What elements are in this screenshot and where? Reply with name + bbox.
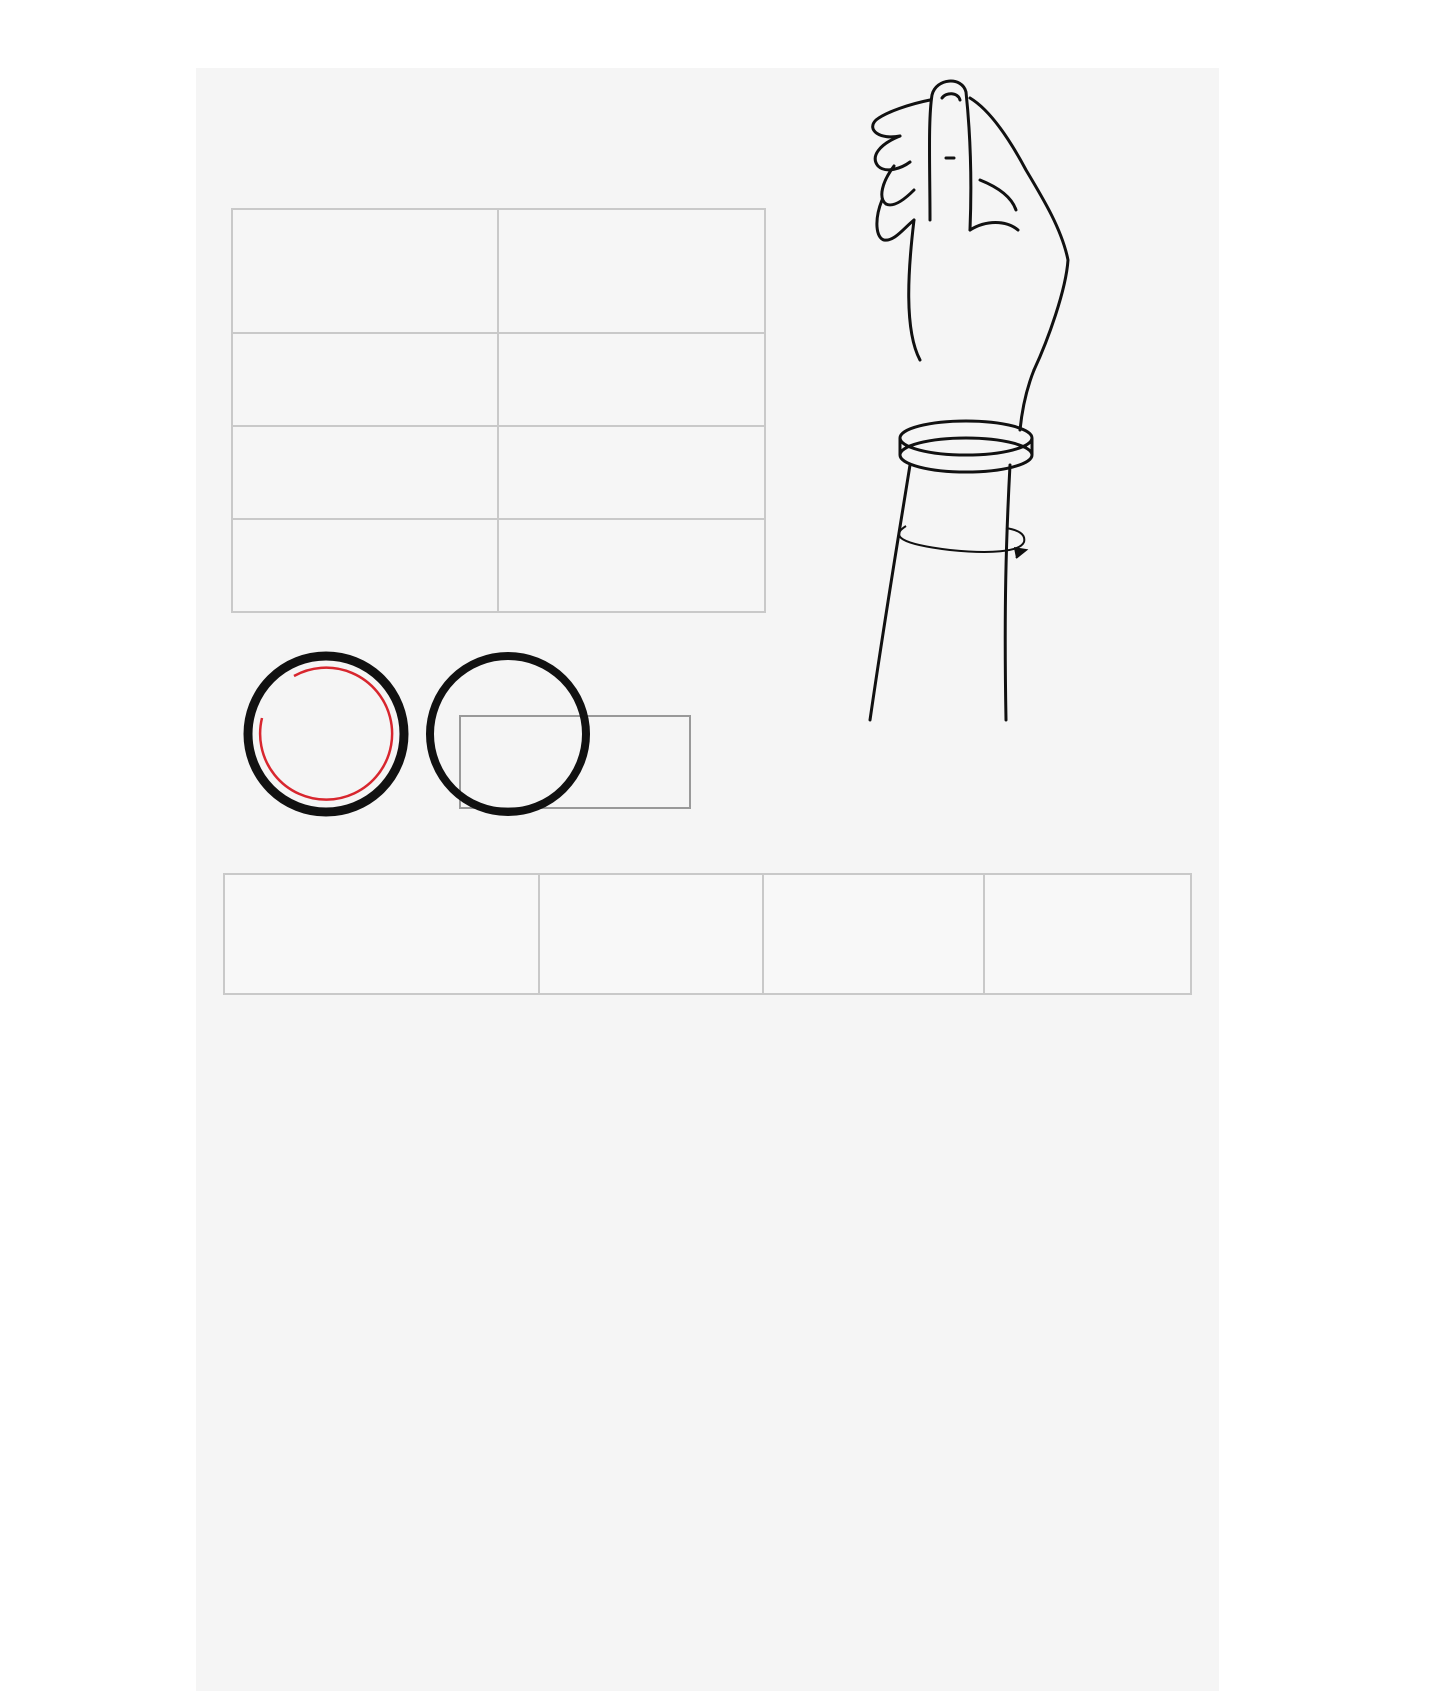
header-ringmaat-eu: [763, 874, 984, 994]
ring-size-table: [223, 873, 1192, 995]
header-diameter: [539, 874, 763, 994]
table-row: [232, 426, 765, 519]
size-cell: [498, 426, 765, 519]
circumference-arc-icon: [260, 668, 392, 800]
wrist-table-header: [232, 209, 765, 333]
ring-ruler-illustration: [424, 648, 704, 828]
size-cell: [498, 519, 765, 612]
wrist-range-cell: [232, 426, 498, 519]
fingers-outline: [873, 100, 930, 137]
arm-outline: [870, 465, 910, 720]
ring-circumference-illustration: [238, 648, 418, 828]
header-ringmaat-usa: [984, 874, 1191, 994]
wrist-size-table: [231, 208, 766, 613]
ring-table-header: [224, 874, 1191, 994]
table-row: [232, 519, 765, 612]
size-cell: [498, 333, 765, 426]
table-row: [232, 333, 765, 426]
header-omtrek: [224, 874, 539, 994]
wrist-range-cell: [232, 519, 498, 612]
hand-back-outline: [970, 98, 1068, 370]
header-polsmaat: [232, 209, 498, 333]
header-aanbevolen-maat: [498, 209, 765, 333]
bracelet-icon: [900, 421, 1032, 472]
wrist-range-cell: [232, 333, 498, 426]
ruler-icon: [460, 716, 690, 808]
thumb-outline: [930, 81, 971, 230]
hand-bracelet-illustration: [830, 70, 1090, 730]
